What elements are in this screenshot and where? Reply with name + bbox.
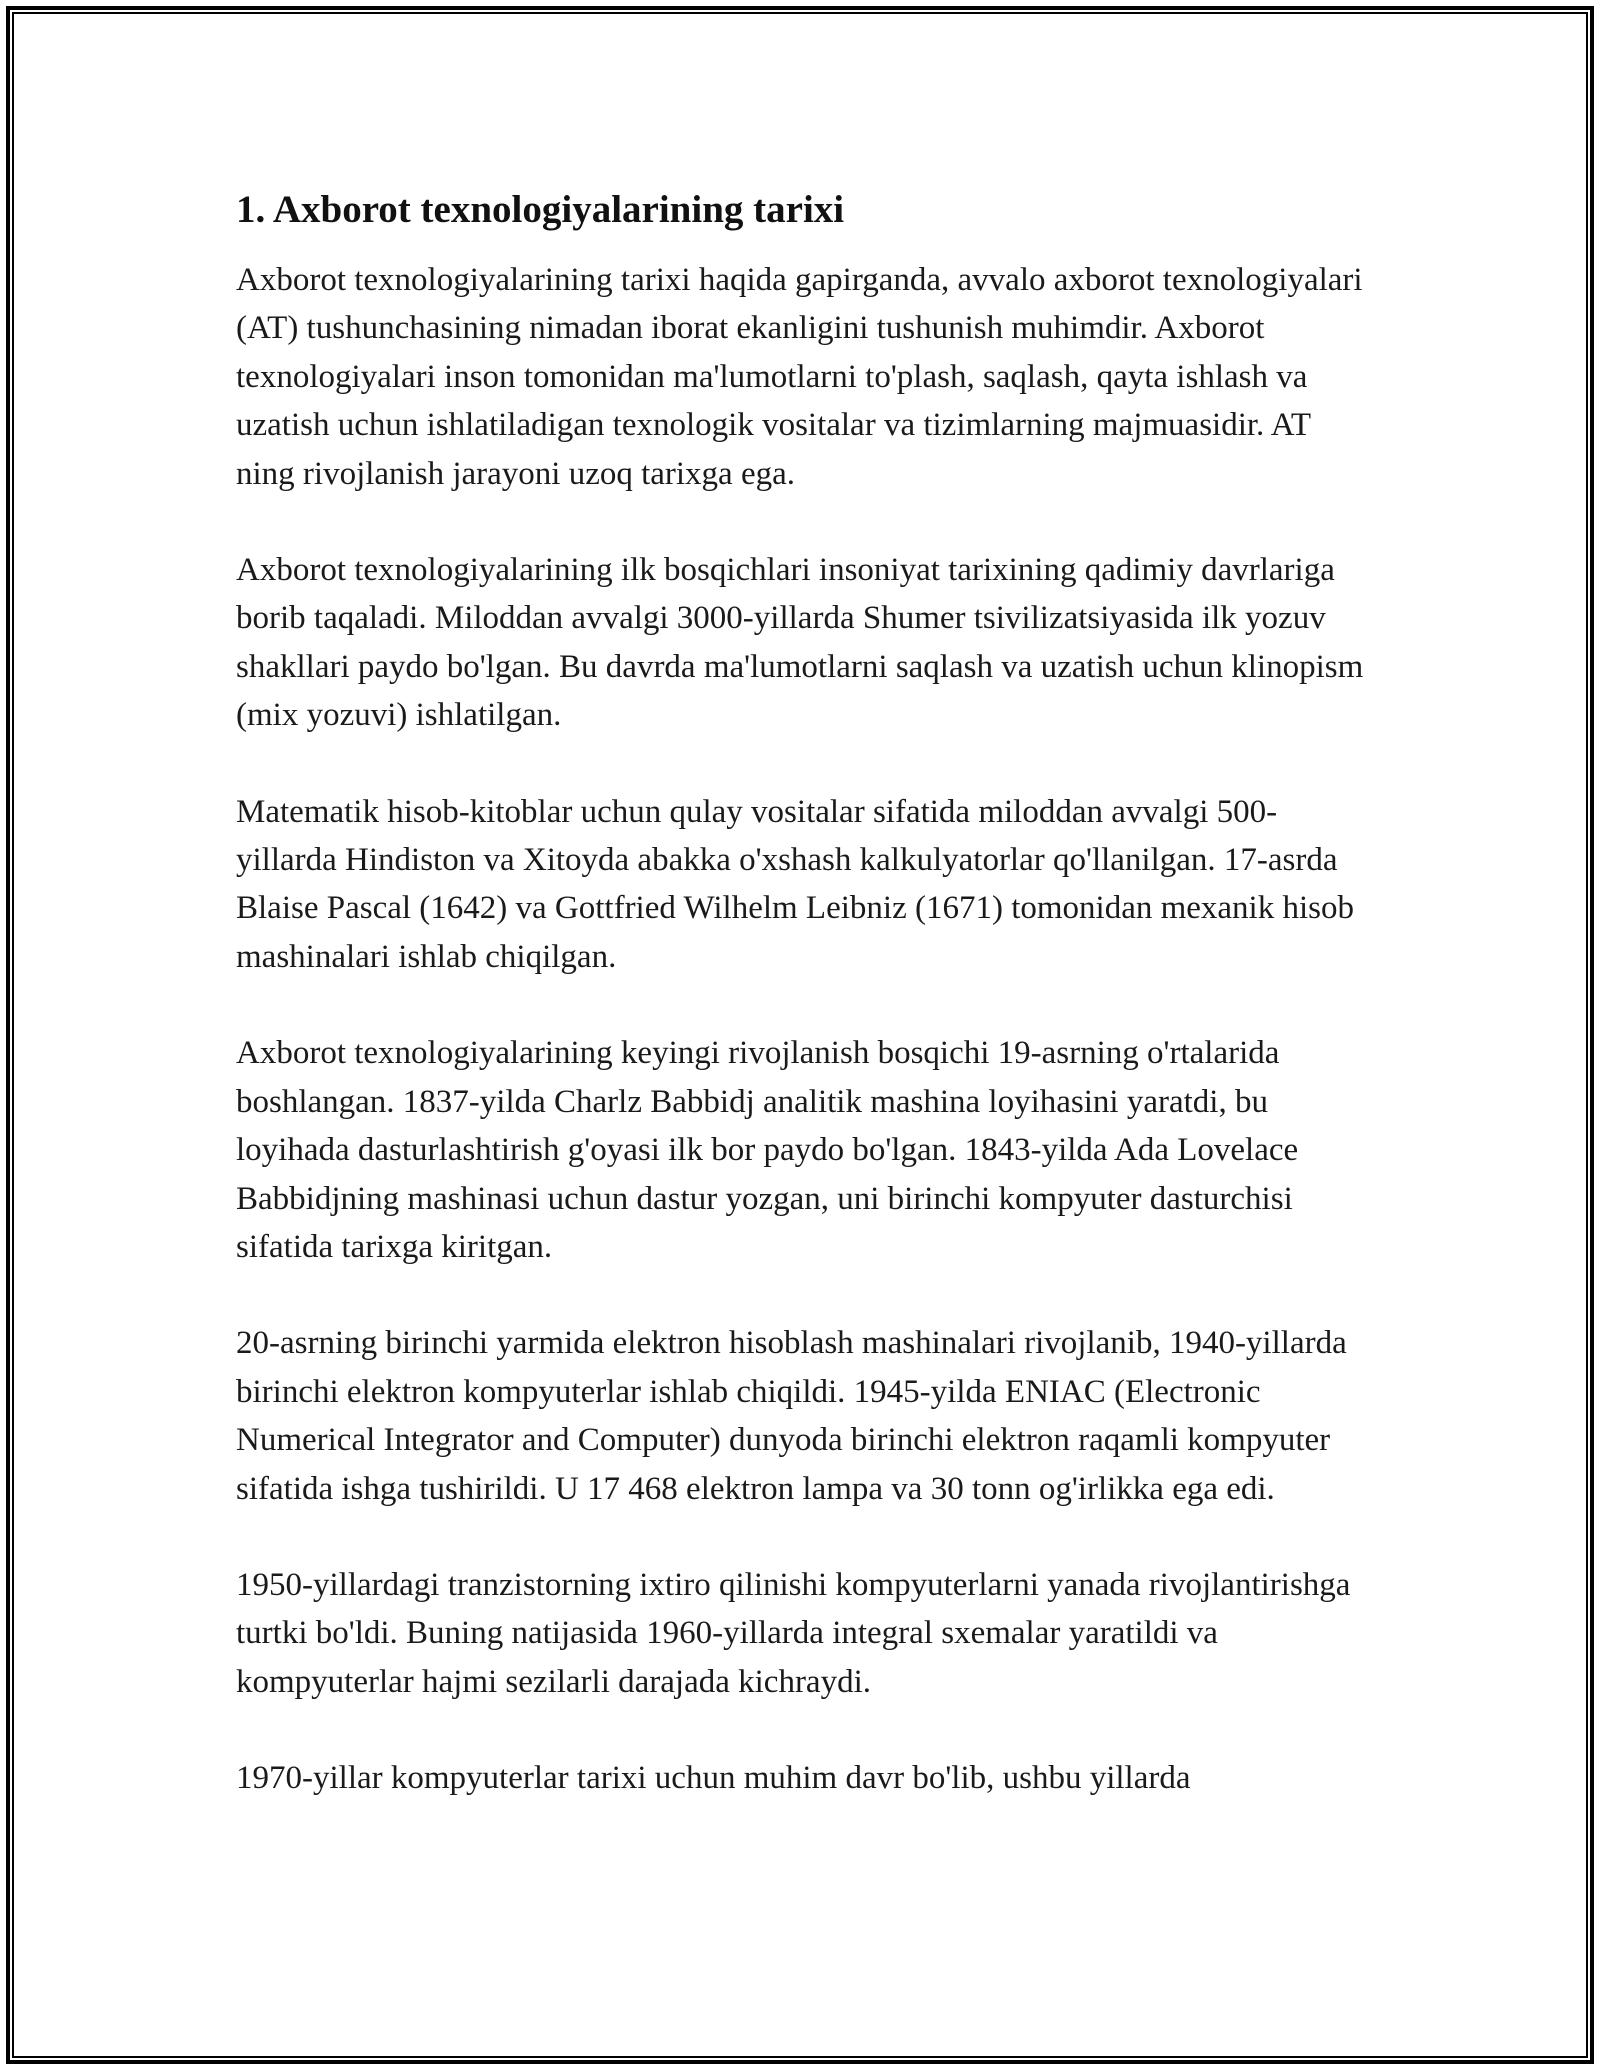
- document-body: [236, 186, 1366, 1851]
- paragraph-4: Axborot texnologiyalarining keyingi rivojlanish bosqichi 19-asrning o'rtalarida boshlangan. 1837-yilda Charlz Babbidj analitik mashina loyihasini yaratdi, bu loyihada dasturlashtirish g'oyasi ilk bor paydo bo'lgan. 1843-yilda Ada Lovelace Babbidjning mashinasi uchun dastur yozgan, uni birinchi kompyuter dasturchisi sifatida tarixga kiritgan.: [236, 1035, 1299, 1265]
- paragraph-7: 1970-yillar kompyuterlar tarixi uchun muhim davr bo'lib, ushbu yillarda: [236, 1760, 1191, 1797]
- section-heading: 1. Axborot texnologiyalarining tarixi: [236, 188, 845, 231]
- paragraph-3: Matematik hisob-kitoblar uchun qulay vositalar sifatida miloddan avvalgi 500-yillarda Hindiston va Xitoyda abakka o'xshash kalkulyatorlar qo'llanilgan. 17-asrda Blaise Pascal (1642) va Gottfried Wilhelm Leibniz (1671) tomonidan mexanik hisob mashinalari ishlab chiqilgan.: [236, 793, 1354, 975]
- paragraph-5: 20-asrning birinchi yarmida elektron hisoblash mashinalari rivojlanib, 1940-yillarda birinchi elektron kompyuterlar ishlab chiqildi. 1945-yilda ENIAC (Electronic Numerical Integrator and Computer) dunyoda birinchi elektron raqamli kompyuter sifatida ishga tushirildi. U 17 468 elektron lampa va 30 tonn og'irlikka ega edi.: [236, 1325, 1347, 1507]
- paragraph-2: Axborot texnologiyalarining ilk bosqichlari insoniyat tarixining qadimiy davrlariga borib taqaladi. Miloddan avvalgi 3000-yillarda Shumer tsivilizatsiyasida ilk yozuv shakllari paydo bo'lgan. Bu davrda ma'lumotlarni saqlash va uzatish uchun klinopism (mix yozuvi) ishlatilgan.: [236, 552, 1364, 734]
- paragraph-6: 1950-yillardagi tranzistorning ixtiro qilinishi kompyuterlarni yanada rivojlantirishga turtki bo'ldi. Buning natijasida 1960-yillarda integral sxemalar yaratildi va kompyuterlar hajmi sezilarli darajada kichraydi.: [236, 1566, 1351, 1700]
- paragraph-1: Axborot texnologiyalarining tarixi haqida gapirganda, avvalo axborot texnologiyalari (AT) tushunchasining nimadan iborat ekanligini tushunish muhimdir. Axborot texnologiyalari inson tomonidan ma'lumotlarni to'plash, saqlash, qayta ishlash va uzatish uchun ishlatiladigan texnologik vositalar va tizimlarning majmuasidir. AT ning rivojlanish jarayoni uzoq tarixga ega.: [236, 262, 1363, 492]
